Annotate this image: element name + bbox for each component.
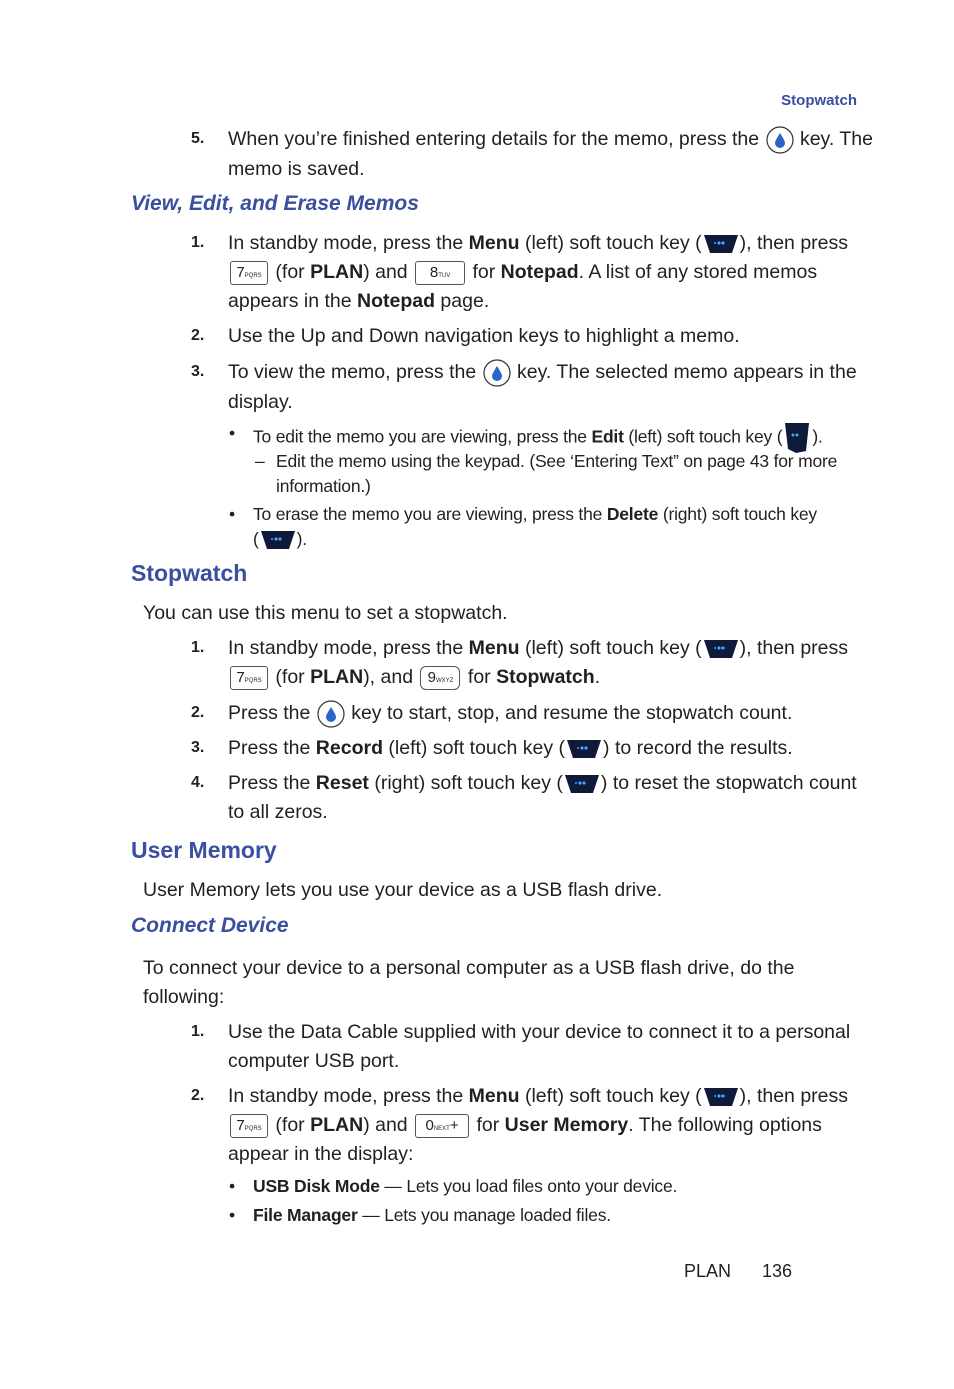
key-0-icon — [415, 1114, 469, 1138]
bullet-text — [253, 1203, 611, 1228]
text: display. — [228, 391, 293, 413]
step-text-part: key. The — [799, 128, 873, 151]
bullet-marker: • — [229, 423, 235, 443]
step-number: 1. — [191, 234, 205, 251]
ok-key-icon — [316, 699, 346, 729]
text: ), then press — [739, 637, 849, 659]
text: ) to reset the stopwatch count — [600, 772, 857, 794]
left-soft-key-icon — [702, 638, 740, 660]
text: (left) soft touch key ( — [519, 637, 702, 659]
running-header: Stopwatch — [781, 92, 857, 109]
right-soft-key-icon — [563, 773, 601, 795]
text-bold: Reset — [315, 772, 369, 794]
step-text — [228, 229, 848, 316]
text-bold: Notepad — [500, 261, 579, 283]
ok-key-icon — [765, 125, 795, 155]
step-number: 2. — [191, 327, 205, 344]
text: key. The selected memo appears in the — [511, 361, 857, 384]
key-7-icon — [230, 1114, 268, 1138]
key-digit: 7 — [236, 263, 245, 281]
text-bold: PLAN — [310, 1114, 364, 1136]
text-bold: Menu — [468, 232, 520, 254]
text: following: — [143, 986, 225, 1008]
bullet-text — [253, 1174, 677, 1199]
step-text — [228, 769, 857, 827]
key-digit: 0 — [425, 1116, 434, 1134]
ok-key-icon — [482, 358, 512, 388]
key-letters: NEXT — [433, 1125, 450, 1132]
step-number: 3. — [191, 739, 205, 756]
left-soft-key-icon — [702, 233, 740, 255]
text-bold: File Manager — [253, 1205, 358, 1225]
text: ). — [812, 426, 823, 447]
key-plus: + — [449, 1116, 459, 1134]
step-number: 1. — [191, 1023, 205, 1040]
bullet-marker: • — [229, 504, 235, 524]
section-heading-stopwatch: Stopwatch — [131, 560, 248, 586]
step-text — [228, 358, 857, 417]
left-soft-key-icon — [702, 1086, 740, 1108]
text: (for — [270, 261, 311, 283]
key-letters: PQRS — [244, 677, 262, 684]
text: . The following options — [628, 1114, 822, 1136]
footer-label: PLAN — [684, 1261, 732, 1281]
key-8-icon — [415, 261, 465, 285]
text: (for — [270, 1114, 311, 1136]
key-7-icon — [230, 261, 268, 285]
right-soft-key-icon — [259, 529, 297, 551]
text-bold: Notepad — [357, 290, 436, 312]
key-digit: 8 — [429, 263, 439, 281]
key-9-icon — [420, 666, 460, 690]
key-letters: TUV — [438, 272, 451, 279]
text: ( — [253, 529, 259, 549]
text: for — [462, 666, 497, 688]
text: Press the — [228, 702, 316, 725]
text: information.) — [276, 476, 371, 496]
section-intro: User Memory lets you use your device as a USB flash drive. — [143, 879, 663, 901]
text-bold: User Memory — [504, 1114, 629, 1136]
text: to all zeros. — [228, 801, 328, 823]
text: ) to record the results. — [603, 737, 793, 759]
step-text — [228, 734, 793, 763]
text: key to start, stop, and resume the stopwatch count. — [345, 702, 793, 725]
key-digit: 7 — [236, 1116, 245, 1134]
text: To view the memo, press the — [228, 361, 482, 384]
step-text-part: When you’re finished entering details for the memo, press the — [228, 128, 760, 151]
key-7-icon — [230, 666, 268, 690]
bullet-marker: • — [229, 1176, 235, 1196]
text: Press the — [228, 737, 316, 759]
text: ), then press — [739, 232, 849, 254]
step-text-part: memo is saved. — [228, 158, 365, 180]
bullet-marker: • — [229, 1205, 235, 1225]
step-text — [228, 125, 873, 184]
step-text — [228, 1082, 848, 1169]
step-number: 5. — [191, 130, 205, 147]
text-bold: USB Disk Mode — [253, 1176, 380, 1196]
text: To connect your device to a personal computer as a USB flash drive, do the — [143, 957, 795, 979]
key-letters: WXYZ — [435, 677, 454, 684]
text-bold: Menu — [468, 637, 520, 659]
step-text — [228, 1018, 850, 1076]
page-number: 136 — [762, 1261, 793, 1281]
text: — Lets you manage loaded files. — [357, 1205, 611, 1225]
step-number: 1. — [191, 639, 205, 656]
text: (for — [270, 666, 311, 688]
text: (left) soft touch key ( — [382, 737, 566, 759]
key-letters: PQRS — [244, 272, 262, 279]
text: (left) soft touch key ( — [519, 232, 702, 254]
text-bold: Menu — [468, 1085, 520, 1107]
step-number: 3. — [191, 363, 205, 380]
text: ). — [296, 529, 307, 549]
section-intro — [143, 954, 794, 1012]
left-soft-key-icon — [565, 738, 603, 760]
key-letters: PQRS — [244, 1125, 262, 1132]
text: (left) soft touch key ( — [519, 1085, 702, 1107]
text: . — [594, 666, 601, 688]
dash-text — [276, 449, 837, 499]
step-text — [228, 699, 792, 729]
step-text: Use the Up and Down navigation keys to highlight a memo. — [228, 325, 740, 347]
text-bold: Delete — [606, 504, 659, 524]
text: appear in the display: — [228, 1143, 414, 1165]
text: To erase the memo you are viewing, press the — [253, 504, 607, 524]
text: (right) soft touch key ( — [368, 772, 563, 794]
text-bold: PLAN — [310, 666, 364, 688]
text-bold: Record — [315, 737, 383, 759]
text: In standby mode, press the — [228, 637, 469, 659]
text: for — [471, 1114, 505, 1136]
section-intro: You can use this menu to set a stopwatch. — [143, 602, 508, 624]
text: (right) soft touch key — [658, 504, 817, 524]
bullet-text — [253, 502, 817, 552]
text: ) and — [363, 1114, 414, 1136]
text: To edit the memo you are viewing, press the — [253, 426, 592, 447]
step-number: 2. — [191, 704, 205, 721]
text: for — [467, 261, 501, 283]
section-heading-connect-device: Connect Device — [131, 914, 289, 937]
section-heading-view-edit: View, Edit, and Erase Memos — [131, 192, 419, 215]
key-digit: 9 — [427, 668, 436, 686]
text: (left) soft touch key ( — [623, 426, 783, 447]
key-digit: 7 — [236, 668, 245, 686]
text: Edit the memo using the keypad. (See ‘Entering Text” on page 43 for more — [276, 451, 838, 471]
step-text — [228, 634, 848, 692]
text: . A list of any stored memos — [578, 261, 818, 283]
section-heading-user-memory: User Memory — [131, 837, 277, 863]
text: ), and — [363, 666, 419, 688]
text-bold: Edit — [591, 426, 624, 447]
text: Press the — [228, 772, 316, 794]
text: computer USB port. — [228, 1050, 400, 1072]
text: In standby mode, press the — [228, 1085, 469, 1107]
step-number: 4. — [191, 774, 205, 791]
text: ) and — [363, 261, 414, 283]
dash-marker: – — [255, 451, 265, 471]
text: page. — [435, 290, 490, 312]
text: In standby mode, press the — [228, 232, 469, 254]
text: ), then press — [739, 1085, 849, 1107]
text-bold: PLAN — [310, 261, 364, 283]
text-bold: Stopwatch — [496, 666, 595, 688]
step-number: 2. — [191, 1087, 205, 1104]
text: Use the Data Cable supplied with your device to connect it to a personal — [228, 1021, 851, 1043]
text: appears in the — [228, 290, 358, 312]
text: — Lets you load files onto your device. — [379, 1176, 678, 1196]
